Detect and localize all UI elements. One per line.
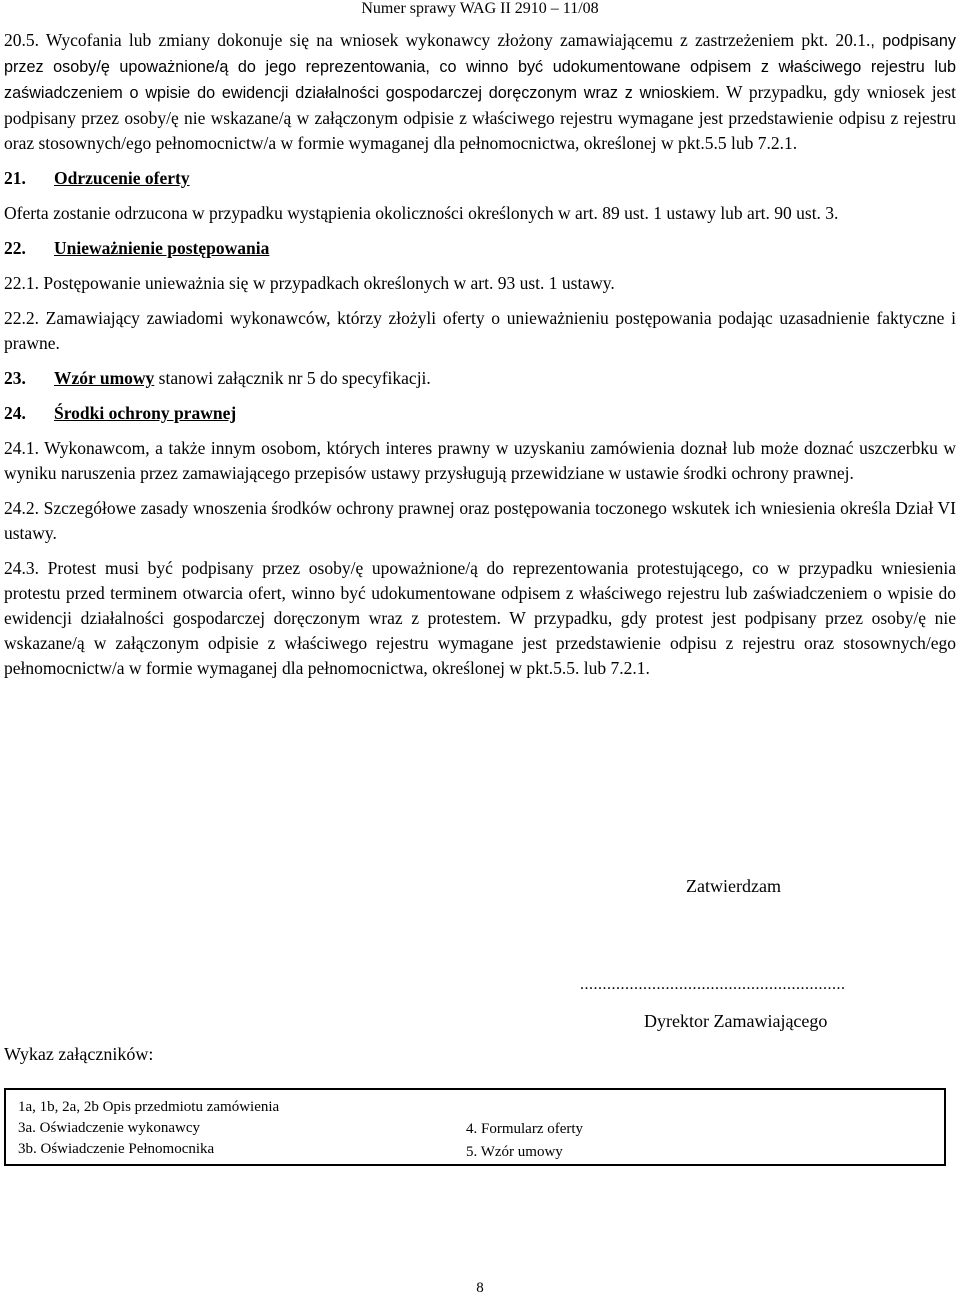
signatory-role: Dyrektor Zamawiającego [644,1011,828,1031]
paragraph-20-5-part3: W przypadku, gdy wniosek jest podpisany przez osoby/ę nie wskazane/ą w załączonym odpisie z właściwego rejestru wymagane jest przedstawienie odpisu z rejestru oraz stosownych/ego pełnomocnictw/a w formie wymaganej dla pełnomocnictwa, określonej w pkt.5.5 lub 7.2.1. [4,82,956,153]
heading-23-text: stanowi załącznik nr 5 do specyfikacji. [154,368,431,388]
paragraph-20-5-part2: , podpisany przez osoby/ę upoważnione/ą do jego reprezentowania, co winno być udokumentowane odpisem z właściwego rejestru lub zaświadczeniem o wpisie do ewidencji działalności gospodarczej doręczonym wraz z wnioskiem. [4,32,956,102]
heading-22-title: Unieważnienie postępowania [54,238,270,258]
heading-23-title: Wzór umowy [54,368,155,388]
paragraph-24-1: 24.1. Wykonawcom, a także innym osobom, których interes prawny w uzyskaniu zamówienia doznał lub może doznać uszczerbku w wyniku naruszenia przez zamawiającego przepisów ustawy przysługują przewidziane w ustawie środki ochrony prawnej. [4,438,956,483]
case-number: Numer sprawy WAG II 2910 – 11/08 [361,0,599,17]
heading-21-title: Odrzucenie oferty [54,168,190,188]
heading-24-number: 24. [4,403,26,423]
attachment-item: 1a, 1b, 2a, 2b Opis przedmiotu zamówienia [18,1099,280,1115]
heading-24 [4,401,956,426]
document-body [4,28,956,681]
attachment-item: 3b. Oświadczenie Pełnomocnika [18,1141,215,1157]
paragraph-20-5-part1: 20.5. Wycofania lub zmiany dokonuje się na wniosek wykonawcy złożony zamawiającemu z zastrzeżeniem pkt. 20.1. [4,30,871,50]
heading-21 [4,166,956,191]
paragraph-22-2: 22.2. Zamawiający zawiadomi wykonawców, którzy złożyli oferty o unieważnieniu postępowania podając uzasadnienie faktyczne i prawne. [4,308,956,353]
heading-22-number: 22. [4,238,26,258]
paragraph-21: Oferta zostanie odrzucona w przypadku wystąpienia okoliczności określonych w art. 89 ust. 1 ustawy lub art. 90 ust. 3. [4,203,839,223]
attachment-item: 5. Wzór umowy [466,1144,563,1160]
heading-23-number: 23. [4,368,26,388]
paragraph-24-3: 24.3. Protest musi być podpisany przez osoby/ę upoważnione/ą do reprezentowania protestującego, co w przypadku wniesienia protestu przed terminem otwarcia ofert, winno być udokumentowane odpisem z właściwego rejestru lub zaświadczeniem o wpisie do ewidencji działalności gospodarczej doręczonym wraz z protestem. W przypadku, gdy protest jest podpisany przez osoby/ę nie wskazane/ą w załączonym odpisie z właściwego rejestru wymagane jest przedstawienie odpisu z rejestru oraz stosownych/ego pełnomocnictw/a w formie wymaganej dla pełnomocnictwa, określonej w pkt.5.5. lub 7.2.1. [4,558,956,678]
attachment-item: 3a. Oświadczenie wykonawcy [18,1120,201,1136]
heading-24-title: Środki ochrony prawnej [54,403,237,423]
paragraph-20-5 [4,28,956,156]
attachments-label: Wykaz załączników: [4,1044,154,1064]
heading-22 [4,236,956,261]
paragraph-24-2: 24.2. Szczegółowe zasady wnoszenia środków ochrony prawnej oraz postępowania toczonego wskutek ich wniesienia określa Dział VI ustawy. [4,498,956,543]
paragraph-22-1: 22.1. Postępowanie unieważnia się w przypadkach określonych w art. 93 ust. 1 ustawy. [4,273,615,293]
page-header [0,0,960,18]
attachments-right-list [466,1118,583,1164]
attachments-left-list [18,1097,279,1160]
heading-21-number: 21. [4,168,26,188]
signature-line: ........................................................... [580,976,846,993]
approval-label: Zatwierdzam [686,876,781,896]
page-number: 8 [476,1280,484,1296]
heading-23 [4,366,956,391]
attachment-item: 4. Formularz oferty [466,1121,584,1137]
attachments-box [4,1088,946,1166]
